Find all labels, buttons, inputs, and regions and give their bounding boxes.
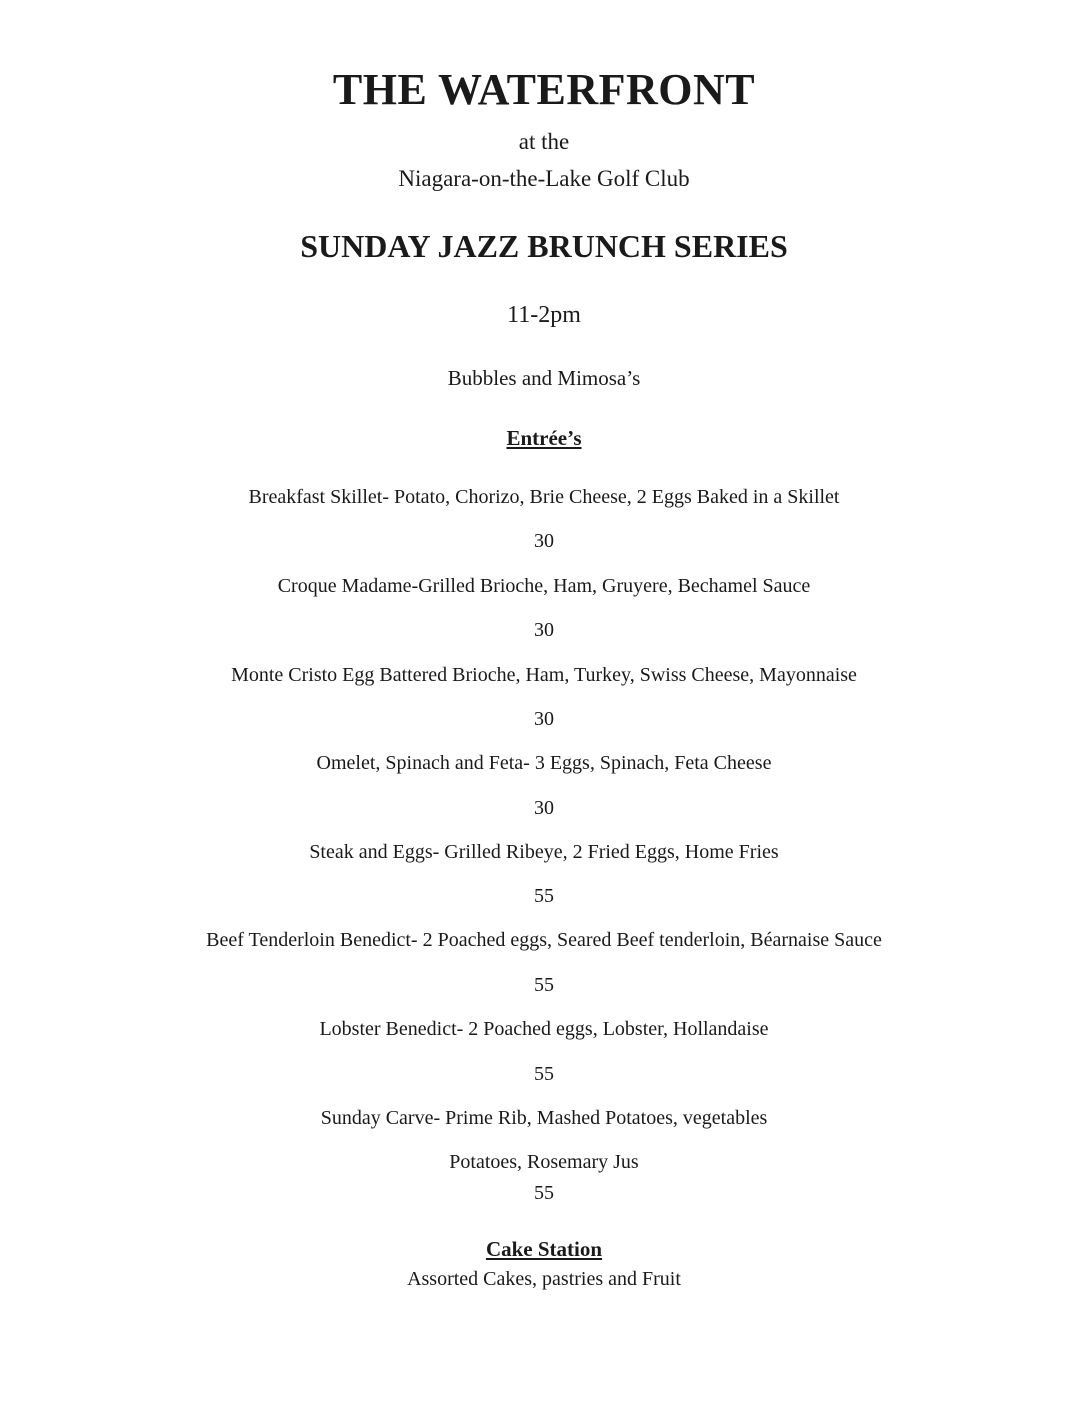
entrees-heading: Entrée’s	[506, 426, 582, 450]
menu-item-name: Steak and Eggs- Grilled Ribeye, 2 Fried Eggs, Home Fries	[309, 841, 779, 863]
menu-item-price: 55	[534, 885, 554, 907]
menu-item-name: Lobster Benedict- 2 Poached eggs, Lobster, Hollandaise	[319, 1018, 769, 1040]
menu-item-price: 30	[534, 530, 554, 552]
venue-name: Niagara-on-the-Lake Golf Club	[398, 166, 690, 191]
menu-item-name: Omelet, Spinach and Feta- 3 Eggs, Spinach, Feta Cheese	[316, 752, 772, 774]
menu-item-price: 55	[534, 1063, 554, 1085]
menu-item-price: 55	[534, 974, 554, 996]
restaurant-title: THE WATERFRONT	[332, 65, 756, 114]
menu-item-name-continued: Potatoes, Rosemary Jus	[449, 1151, 639, 1173]
menu-item-price: 30	[534, 619, 554, 641]
menu-item-name: Monte Cristo Egg Battered Brioche, Ham, Turkey, Swiss Cheese, Mayonnaise	[231, 664, 857, 686]
drinks-line: Bubbles and Mimosa’s	[447, 366, 641, 390]
brunch-hours: 11-2pm	[507, 302, 581, 328]
menu-item-price: 55	[534, 1182, 554, 1204]
menu-item-price: 30	[534, 708, 554, 730]
menu-item-name: Beef Tenderloin Benedict- 2 Poached eggs, Seared Beef tenderloin, Béarnaise Sauce	[206, 929, 882, 951]
menu-item-price: 30	[534, 797, 554, 819]
cake-station-heading: Cake Station	[485, 1237, 603, 1261]
cake-station-description: Assorted Cakes, pastries and Fruit	[407, 1268, 681, 1290]
menu-item-name: Croque Madame-Grilled Brioche, Ham, Gruyere, Bechamel Sauce	[277, 575, 811, 597]
menu-item-name: Sunday Carve- Prime Rib, Mashed Potatoes, vegetables	[320, 1107, 768, 1129]
subtitle-at-the: at the	[518, 129, 570, 154]
series-title: SUNDAY JAZZ BRUNCH SERIES	[300, 228, 788, 264]
menu-item-name: Breakfast Skillet- Potato, Chorizo, Brie Cheese, 2 Eggs Baked in a Skillet	[248, 486, 840, 508]
